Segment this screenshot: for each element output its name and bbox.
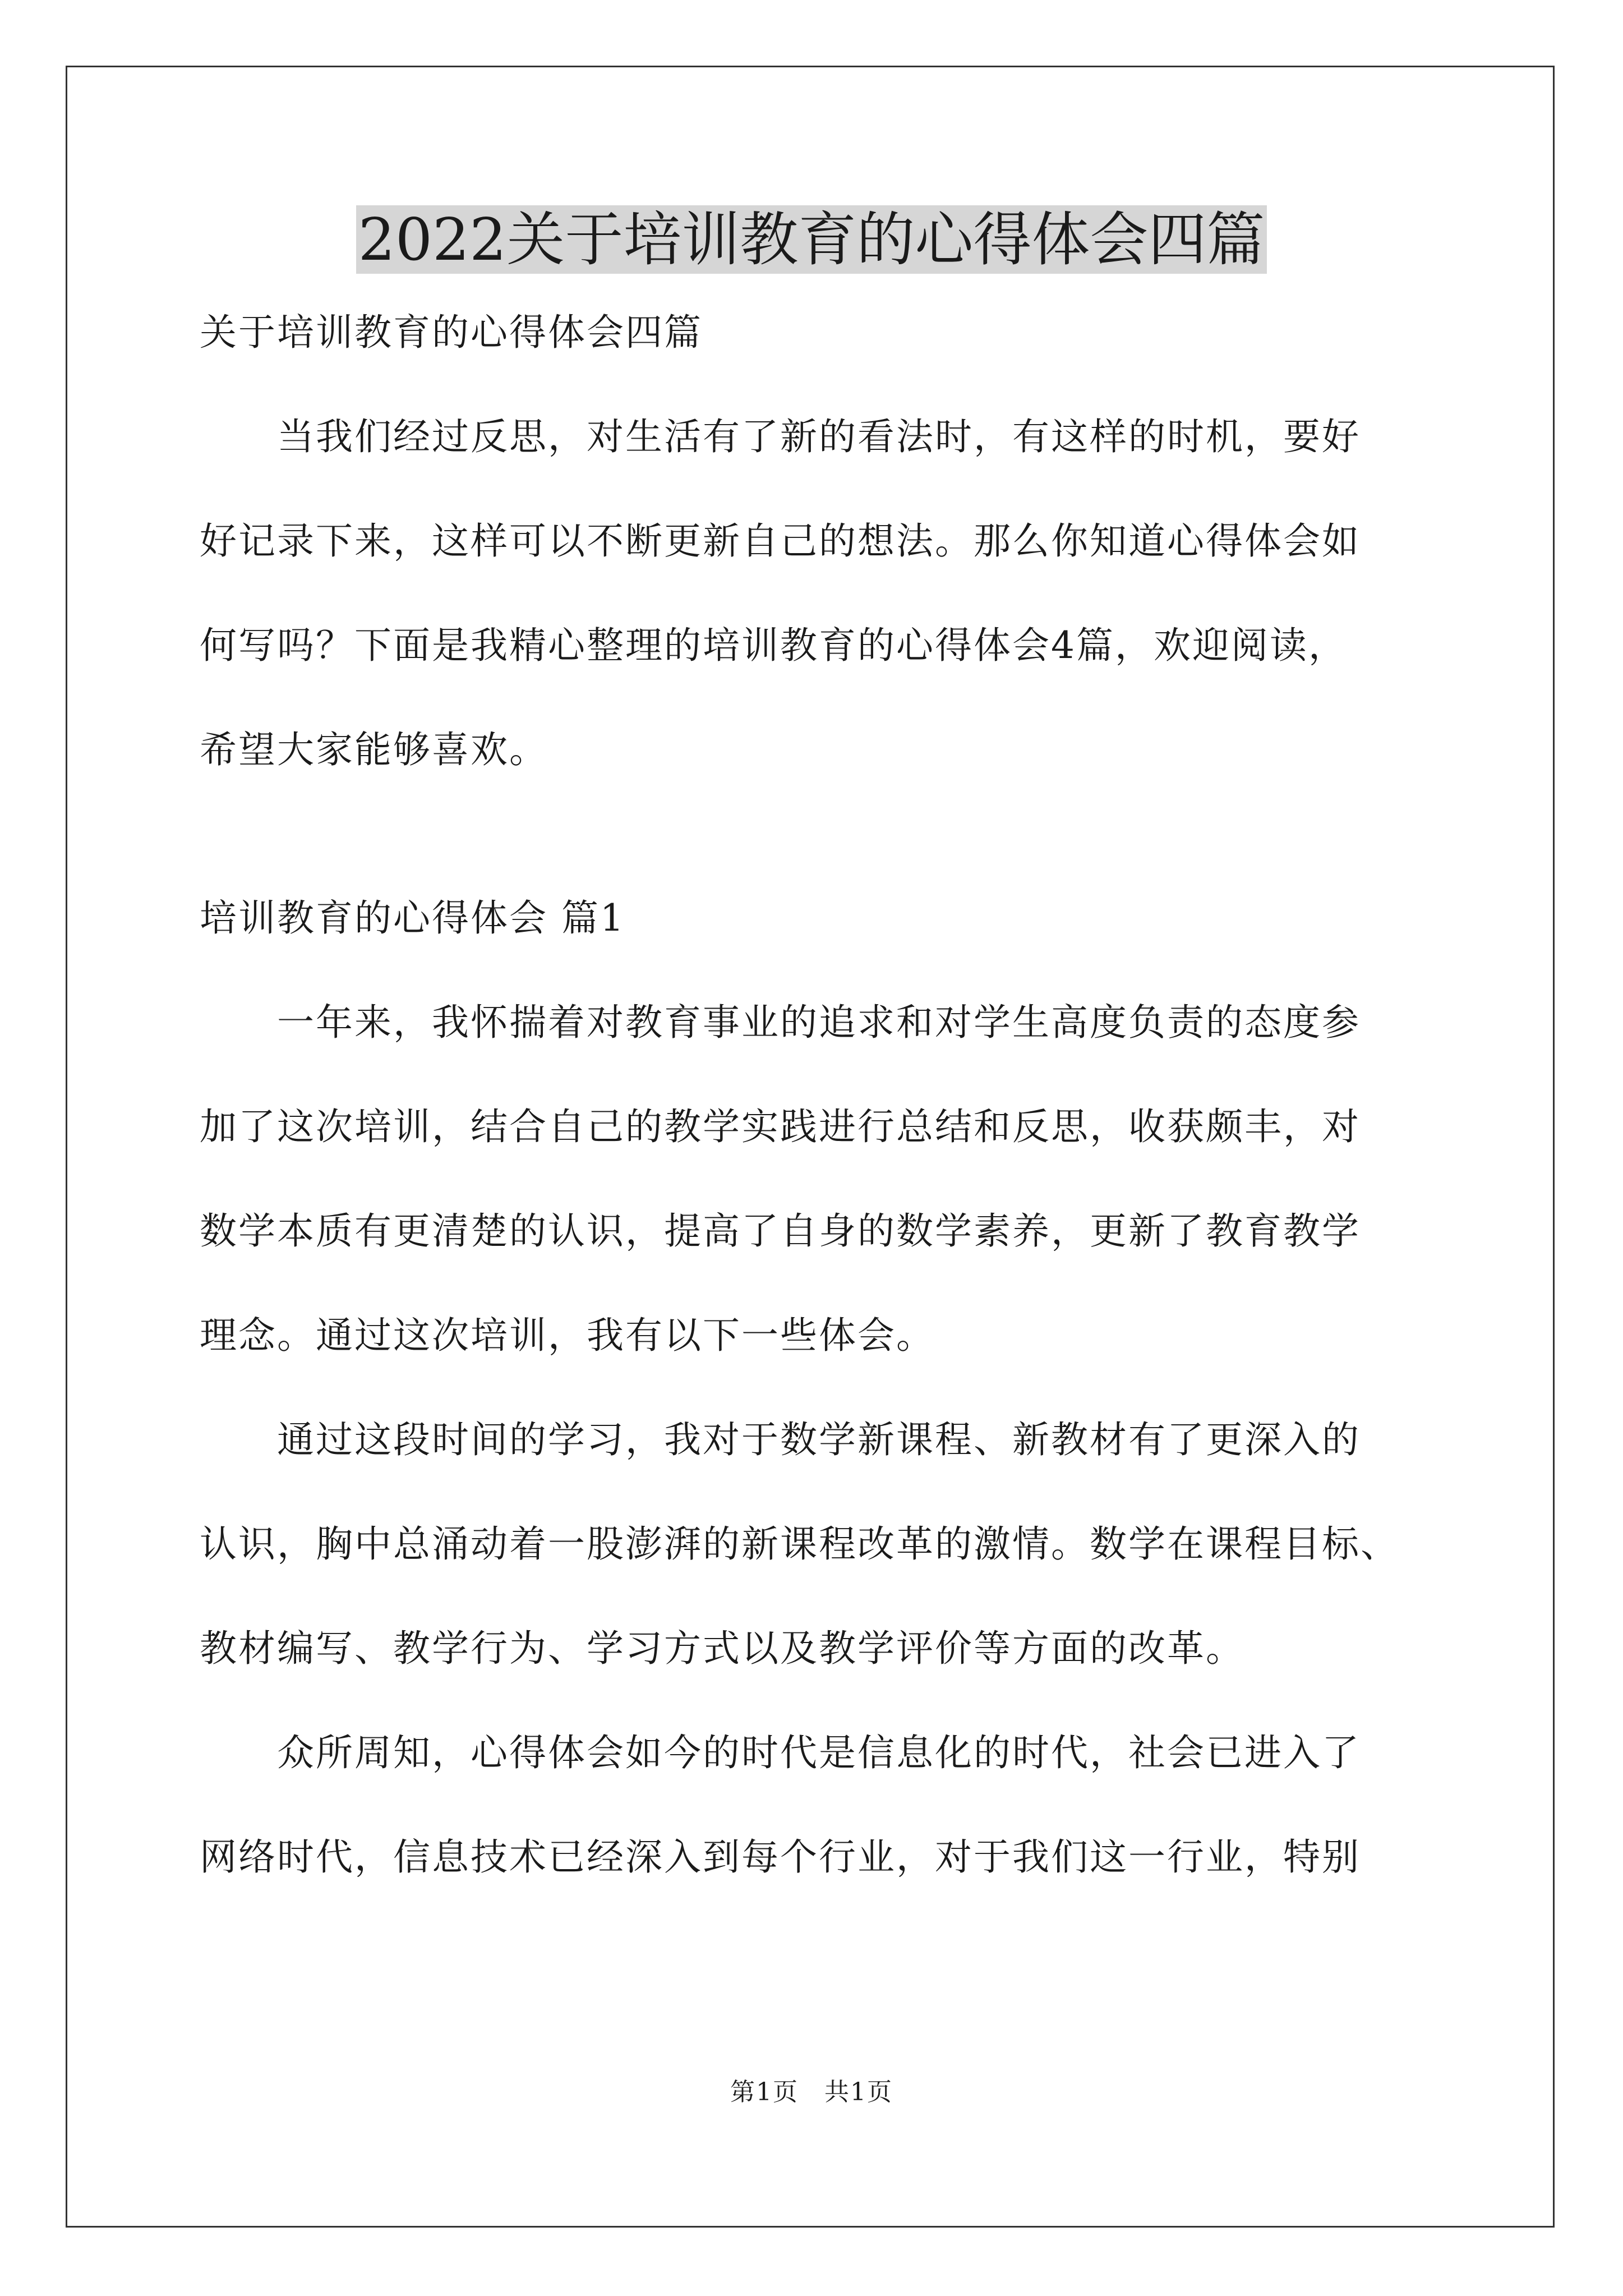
section-paragraph-line: 一年来，我怀揣着对教育事业的追求和对学生高度负责的态度参: [200, 1001, 1361, 1044]
intro-paragraph-line: 好记录下来，这样可以不断更新自己的想法。那么你知道心得体会如: [200, 519, 1361, 563]
section-paragraph-line: 理念。通过这次培训，我有以下一些体会。: [200, 1314, 935, 1357]
document-title: [0, 197, 1623, 282]
section-paragraph-line: 数学本质有更清楚的认识，提高了自身的数学素养，更新了教育教学: [200, 1209, 1361, 1253]
document-title-text: 2022关于培训教育的心得体会四篇: [356, 205, 1267, 274]
intro-paragraph-line: 希望大家能够喜欢。: [200, 728, 548, 771]
section-heading: 培训教育的心得体会 篇1: [200, 896, 625, 940]
section-paragraph-line: 众所周知，心得体会如今的时代是信息化的时代，社会已进入了: [200, 1731, 1361, 1774]
intro-paragraph-line: 何写吗？下面是我精心整理的培训教育的心得体会4篇，欢迎阅读，: [200, 624, 1347, 667]
intro-paragraph-line: 当我们经过反思，对生活有了新的看法时，有这样的时机，要好: [200, 415, 1361, 458]
intro-heading: 关于培训教育的心得体会四篇: [200, 311, 703, 354]
section-paragraph-line: 网络时代，信息技术已经深入到每个行业，对于我们这一行业，特别: [200, 1835, 1361, 1879]
page-number-footer: 第1页 共1页: [730, 2078, 893, 2106]
section-paragraph-line: 教材编写、教学行为、学习方式以及教学评价等方面的改革。: [200, 1627, 1244, 1670]
section-paragraph-line: 认识，胸中总涌动着一股澎湃的新课程改革的激情。数学在课程目标、: [200, 1522, 1399, 1566]
section-paragraph-line: 加了这次培训，结合自己的教学实践进行总结和反思，收获颇丰，对: [200, 1105, 1361, 1148]
section-paragraph-line: 通过这段时间的学习，我对于数学新课程、新教材有了更深入的: [200, 1418, 1361, 1461]
